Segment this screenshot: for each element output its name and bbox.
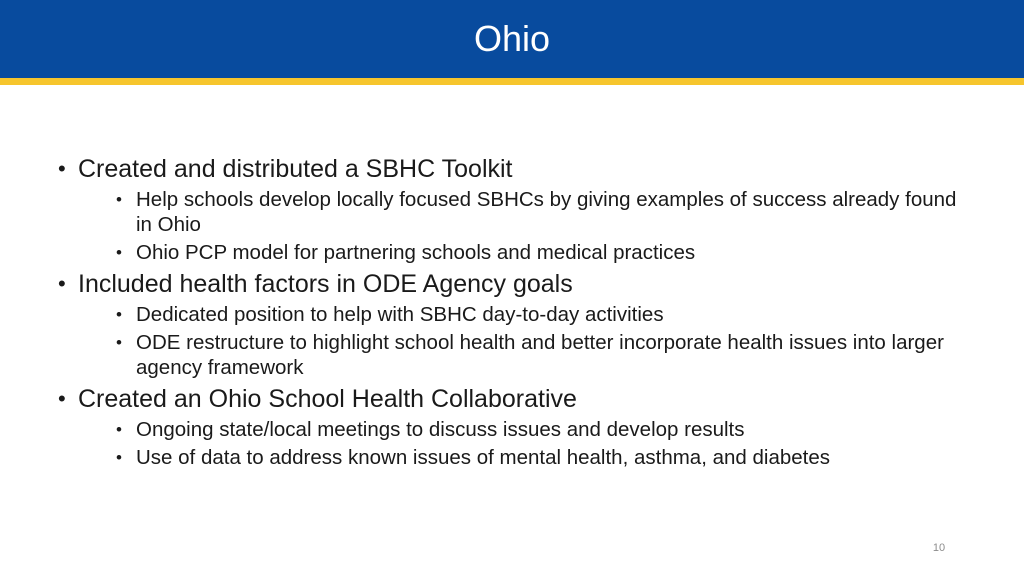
bullet-text: Created an Ohio School Health Collaborative xyxy=(78,385,577,413)
accent-bar xyxy=(0,78,1024,85)
sub-bullet-item: • Ongoing state/local meetings to discuss issues and develop results xyxy=(116,417,978,442)
sub-bullet-item: • Dedicated position to help with SBHC day-to-day activities xyxy=(116,302,978,327)
sub-bullet-item: • ODE restructure to highlight school health and better incorporate health issues into larger agency framework xyxy=(116,330,978,380)
page-number: 10 xyxy=(932,542,946,554)
slide-title: Ohio xyxy=(473,18,551,59)
bullet-item xyxy=(58,154,978,265)
sub-bullet-item: • Help schools develop locally focused SBHCs by giving examples of success already found in Ohio xyxy=(116,187,978,237)
sub-bullet-list xyxy=(78,302,978,380)
bullet-list xyxy=(58,154,978,470)
bullet-text: Created and distributed a SBHC Toolkit xyxy=(78,155,513,183)
sub-bullet-item: • Use of data to address known issues of mental health, asthma, and diabetes xyxy=(116,445,978,470)
sub-bullet-list xyxy=(78,417,978,470)
bullet-item xyxy=(58,269,978,380)
bullet-item xyxy=(58,384,978,470)
sub-bullet-list xyxy=(78,187,978,265)
bullet-text: Included health factors in ODE Agency goals xyxy=(78,270,573,298)
bullet-content xyxy=(58,150,978,470)
sub-bullet-item: • Ohio PCP model for partnering schools and medical practices xyxy=(116,240,978,265)
title-banner xyxy=(0,0,1024,78)
